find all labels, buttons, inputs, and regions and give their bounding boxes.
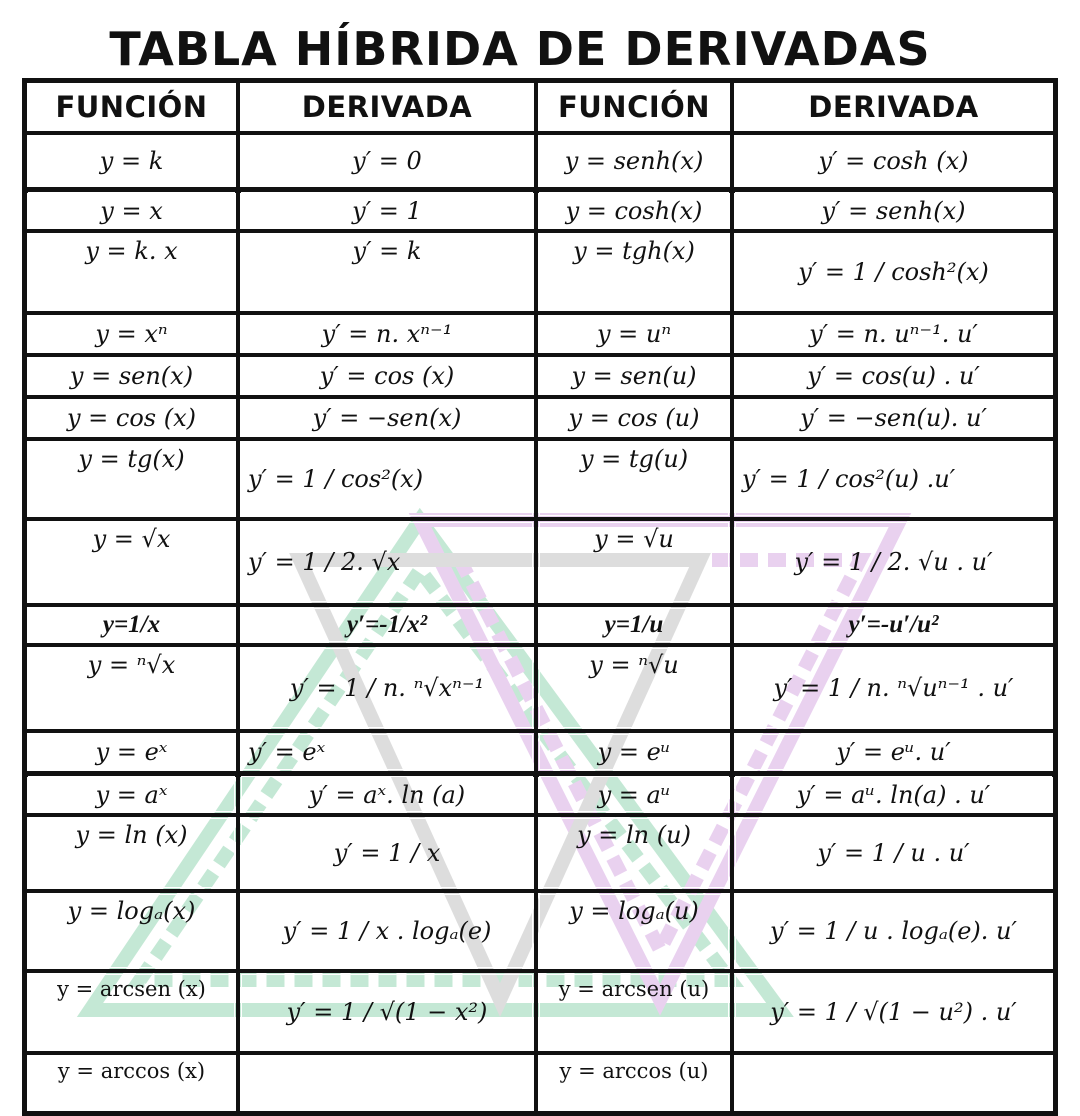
derivative-cell: y′ = aᵘ. ln(a) . u′ <box>732 773 1055 815</box>
function-cell: y = arccos (x) <box>25 1053 238 1113</box>
function-cell: y = √x <box>25 519 238 605</box>
derivative-cell: y′ = n. uⁿ⁻¹. u′ <box>732 313 1055 355</box>
derivative-cell: y′ = cos (x) <box>238 355 536 397</box>
function-cell: y = cos (x) <box>25 397 238 439</box>
function-cell: y=1/u <box>536 605 732 645</box>
function-cell: y = tgh(x) <box>536 231 732 313</box>
derivative-cell: y′ = 1 / √(1 − u²) . u′ <box>732 971 1055 1053</box>
derivative-cell: y′ = 1 / 2. √x <box>238 519 536 605</box>
table-row <box>25 133 1055 189</box>
function-cell: y = arcsen (x) <box>25 971 238 1053</box>
table-row <box>25 815 1055 891</box>
function-cell: y = xⁿ <box>25 313 238 355</box>
derivative-cell <box>238 1053 536 1113</box>
table-row <box>25 731 1055 773</box>
function-cell: y = tg(u) <box>536 439 732 519</box>
function-cell: y = logₐ(x) <box>25 891 238 971</box>
derivative-cell: y′ = k <box>238 231 536 313</box>
function-cell: y = ln (u) <box>536 815 732 891</box>
derivatives-table <box>22 78 1058 1116</box>
function-cell: y = √u <box>536 519 732 605</box>
table-row <box>25 189 1055 231</box>
function-cell: y = ⁿ√u <box>536 645 732 731</box>
table-row <box>25 773 1055 815</box>
header-derivada-1: DERIVADA <box>238 81 536 133</box>
function-cell: y = uⁿ <box>536 313 732 355</box>
derivative-cell: y′ = 1 / u . logₐ(e). u′ <box>732 891 1055 971</box>
function-cell: y = senh(x) <box>536 133 732 189</box>
function-cell: y = sen(x) <box>25 355 238 397</box>
derivative-cell: y′=-1/x² <box>238 605 536 645</box>
table-row <box>25 971 1055 1053</box>
table-row <box>25 439 1055 519</box>
function-cell: y = eᵘ <box>536 731 732 773</box>
function-cell: y = k <box>25 133 238 189</box>
derivative-cell: y′ = eᵘ. u′ <box>732 731 1055 773</box>
function-cell: y = x <box>25 189 238 231</box>
table-row <box>25 397 1055 439</box>
function-cell: y = arcsen (u) <box>536 971 732 1053</box>
derivative-cell: y′ = −sen(u). u′ <box>732 397 1055 439</box>
derivative-cell: y′ = 1 / x . logₐ(e) <box>238 891 536 971</box>
derivative-cell: y′ = 1 / x <box>238 815 536 891</box>
derivative-cell: y′ = cos(u) . u′ <box>732 355 1055 397</box>
derivative-cell: y′ = 1 / u . u′ <box>732 815 1055 891</box>
function-cell: y = sen(u) <box>536 355 732 397</box>
table-row <box>25 605 1055 645</box>
header-row <box>25 81 1055 133</box>
derivative-cell: y′ = senh(x) <box>732 189 1055 231</box>
derivative-cell <box>732 1053 1055 1113</box>
function-cell: y = aᵘ <box>536 773 732 815</box>
header-funcion-2: FUNCIÓN <box>536 81 732 133</box>
derivative-cell: y′ = 1 / cos²(x) <box>238 439 536 519</box>
derivative-cell: y′ = 0 <box>238 133 536 189</box>
function-cell: y = tg(x) <box>25 439 238 519</box>
table-row <box>25 645 1055 731</box>
function-cell: y = aˣ <box>25 773 238 815</box>
table-row <box>25 891 1055 971</box>
function-cell: y = cos (u) <box>536 397 732 439</box>
function-cell: y = logₐ(u) <box>536 891 732 971</box>
derivative-cell: y′ = 1 / n. ⁿ√uⁿ⁻¹ . u′ <box>732 645 1055 731</box>
table-row <box>25 519 1055 605</box>
function-cell: y = k. x <box>25 231 238 313</box>
derivative-cell: y′ = n. xⁿ⁻¹ <box>238 313 536 355</box>
function-cell: y = ⁿ√x <box>25 645 238 731</box>
derivative-cell: y′ = 1 / 2. √u . u′ <box>732 519 1055 605</box>
derivative-cell: y′ = 1 / cos²(u) .u′ <box>732 439 1055 519</box>
function-cell: y=1/x <box>25 605 238 645</box>
derivative-cell: y′ = aˣ. ln (a) <box>238 773 536 815</box>
function-cell: y = cosh(x) <box>536 189 732 231</box>
header-derivada-2: DERIVADA <box>732 81 1055 133</box>
derivative-cell: y′ = 1 <box>238 189 536 231</box>
derivative-cell: y′ = −sen(x) <box>238 397 536 439</box>
page-title: TABLA HÍBRIDA DE DERIVADAS <box>109 22 931 76</box>
table-row <box>25 313 1055 355</box>
function-cell: y = arccos (u) <box>536 1053 732 1113</box>
table-row <box>25 231 1055 313</box>
function-cell: y = ln (x) <box>25 815 238 891</box>
derivative-cell: y′=-u′/u² <box>732 605 1055 645</box>
function-cell: y = eˣ <box>25 731 238 773</box>
derivative-cell: y′ = 1 / √(1 − x²) <box>238 971 536 1053</box>
header-funcion-1: FUNCIÓN <box>25 81 238 133</box>
derivative-cell: y′ = 1 / n. ⁿ√xⁿ⁻¹ <box>238 645 536 731</box>
derivative-cell: y′ = eˣ <box>238 731 536 773</box>
table-row <box>25 355 1055 397</box>
derivative-cell: y′ = cosh (x) <box>732 133 1055 189</box>
table-row <box>25 1053 1055 1113</box>
derivative-cell: y′ = 1 / cosh²(x) <box>732 231 1055 313</box>
